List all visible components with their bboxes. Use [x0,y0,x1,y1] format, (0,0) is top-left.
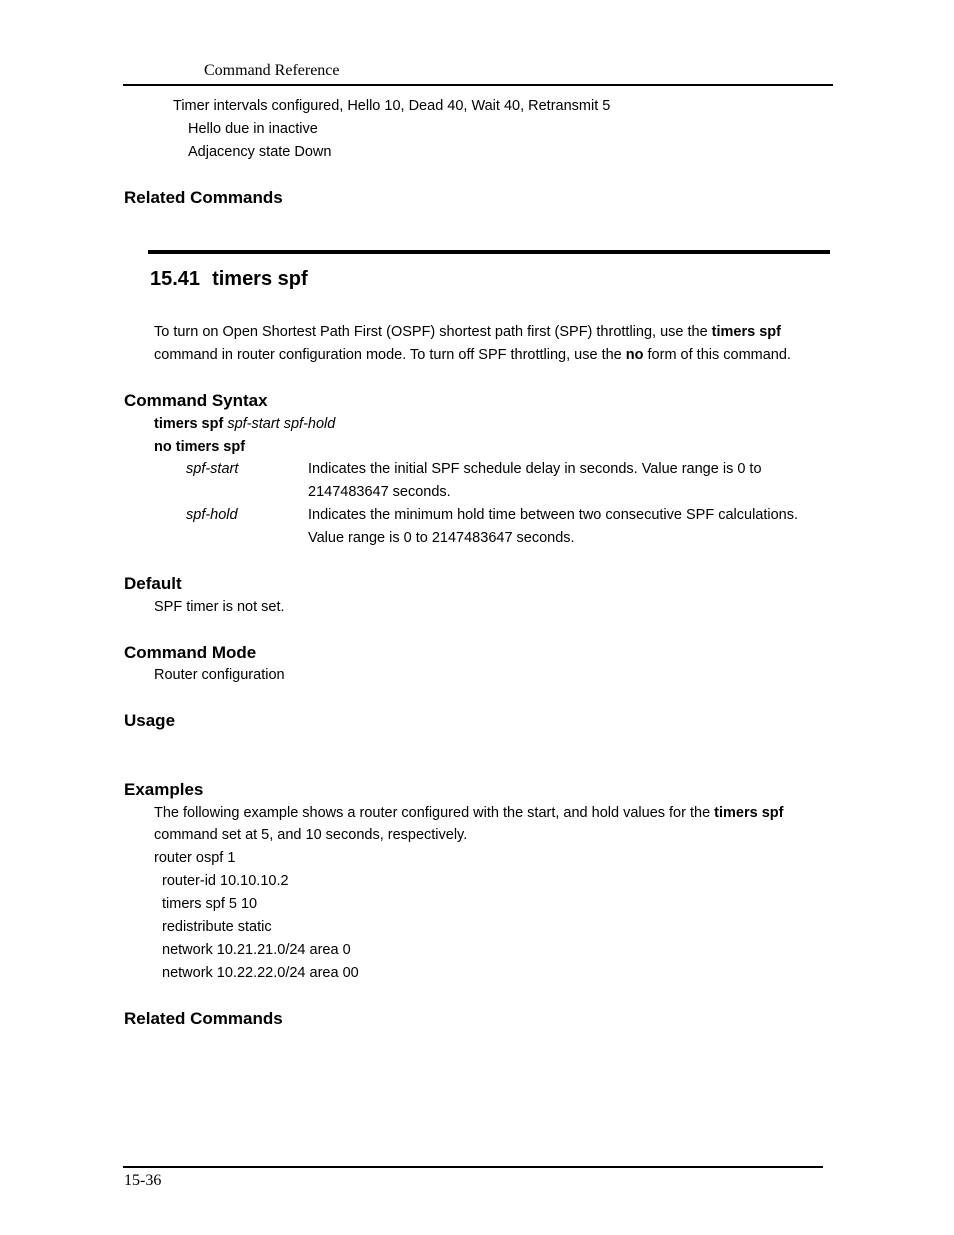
section-name: timers spf [212,268,308,290]
code-line: router ospf 1 [154,850,236,866]
page-number: 15-36 [124,1172,162,1189]
intro-line: command in router configuration mode. To turn off SPF throttling, use the no form of this command. [154,347,791,363]
output-line: Timer intervals configured, Hello 10, Dead 40, Wait 40, Retransmit 5 [173,98,611,114]
intro-line: To turn on Open Shortest Path First (OSPF) shortest path first (SPF) throttling, use the timers spf [154,324,781,340]
param-desc: Indicates the initial SPF schedule delay in seconds. Value range is 0 to [308,461,762,477]
default-heading: Default [124,574,182,593]
related-commands-heading: Related Commands [124,1009,283,1028]
code-line: network 10.21.21.0/24 area 0 [162,942,351,958]
code-line: network 10.22.22.0/24 area 00 [162,965,359,981]
header-rule [123,84,833,86]
example-text: command set at 5, and 10 seconds, respectively. [154,827,468,843]
section-number: 15.41 [150,268,201,290]
syntax-line: no timers spf [154,439,246,455]
param-desc: 2147483647 seconds. [308,484,451,500]
related-commands-heading: Related Commands [124,188,283,207]
code-line: timers spf 5 10 [162,896,258,912]
section-rule [148,250,830,254]
examples-heading: Examples [124,780,204,799]
usage-heading: Usage [124,711,176,730]
param-desc: Indicates the minimum hold time between two consecutive SPF calculations. [308,507,799,523]
example-text: The following example shows a router configured with the start, and hold values for the timers spf [154,805,784,821]
section-title [150,267,308,291]
code-line: router-id 10.10.10.2 [162,873,289,889]
param-name: spf-hold [186,507,238,523]
output-line: Adjacency state Down [188,144,332,160]
param-name: spf-start [186,461,239,477]
syntax-line: timers spf spf-start spf-hold [154,416,336,432]
command-syntax-heading: Command Syntax [124,391,268,410]
param-desc: Value range is 0 to 2147483647 seconds. [308,530,575,546]
default-text: SPF timer is not set. [154,599,285,615]
command-mode-heading: Command Mode [124,643,257,662]
code-line: redistribute static [162,919,272,935]
footer-rule [123,1166,823,1168]
running-header: Command Reference [204,62,340,79]
output-line: Hello due in inactive [188,121,318,137]
command-mode-text: Router configuration [154,667,285,683]
